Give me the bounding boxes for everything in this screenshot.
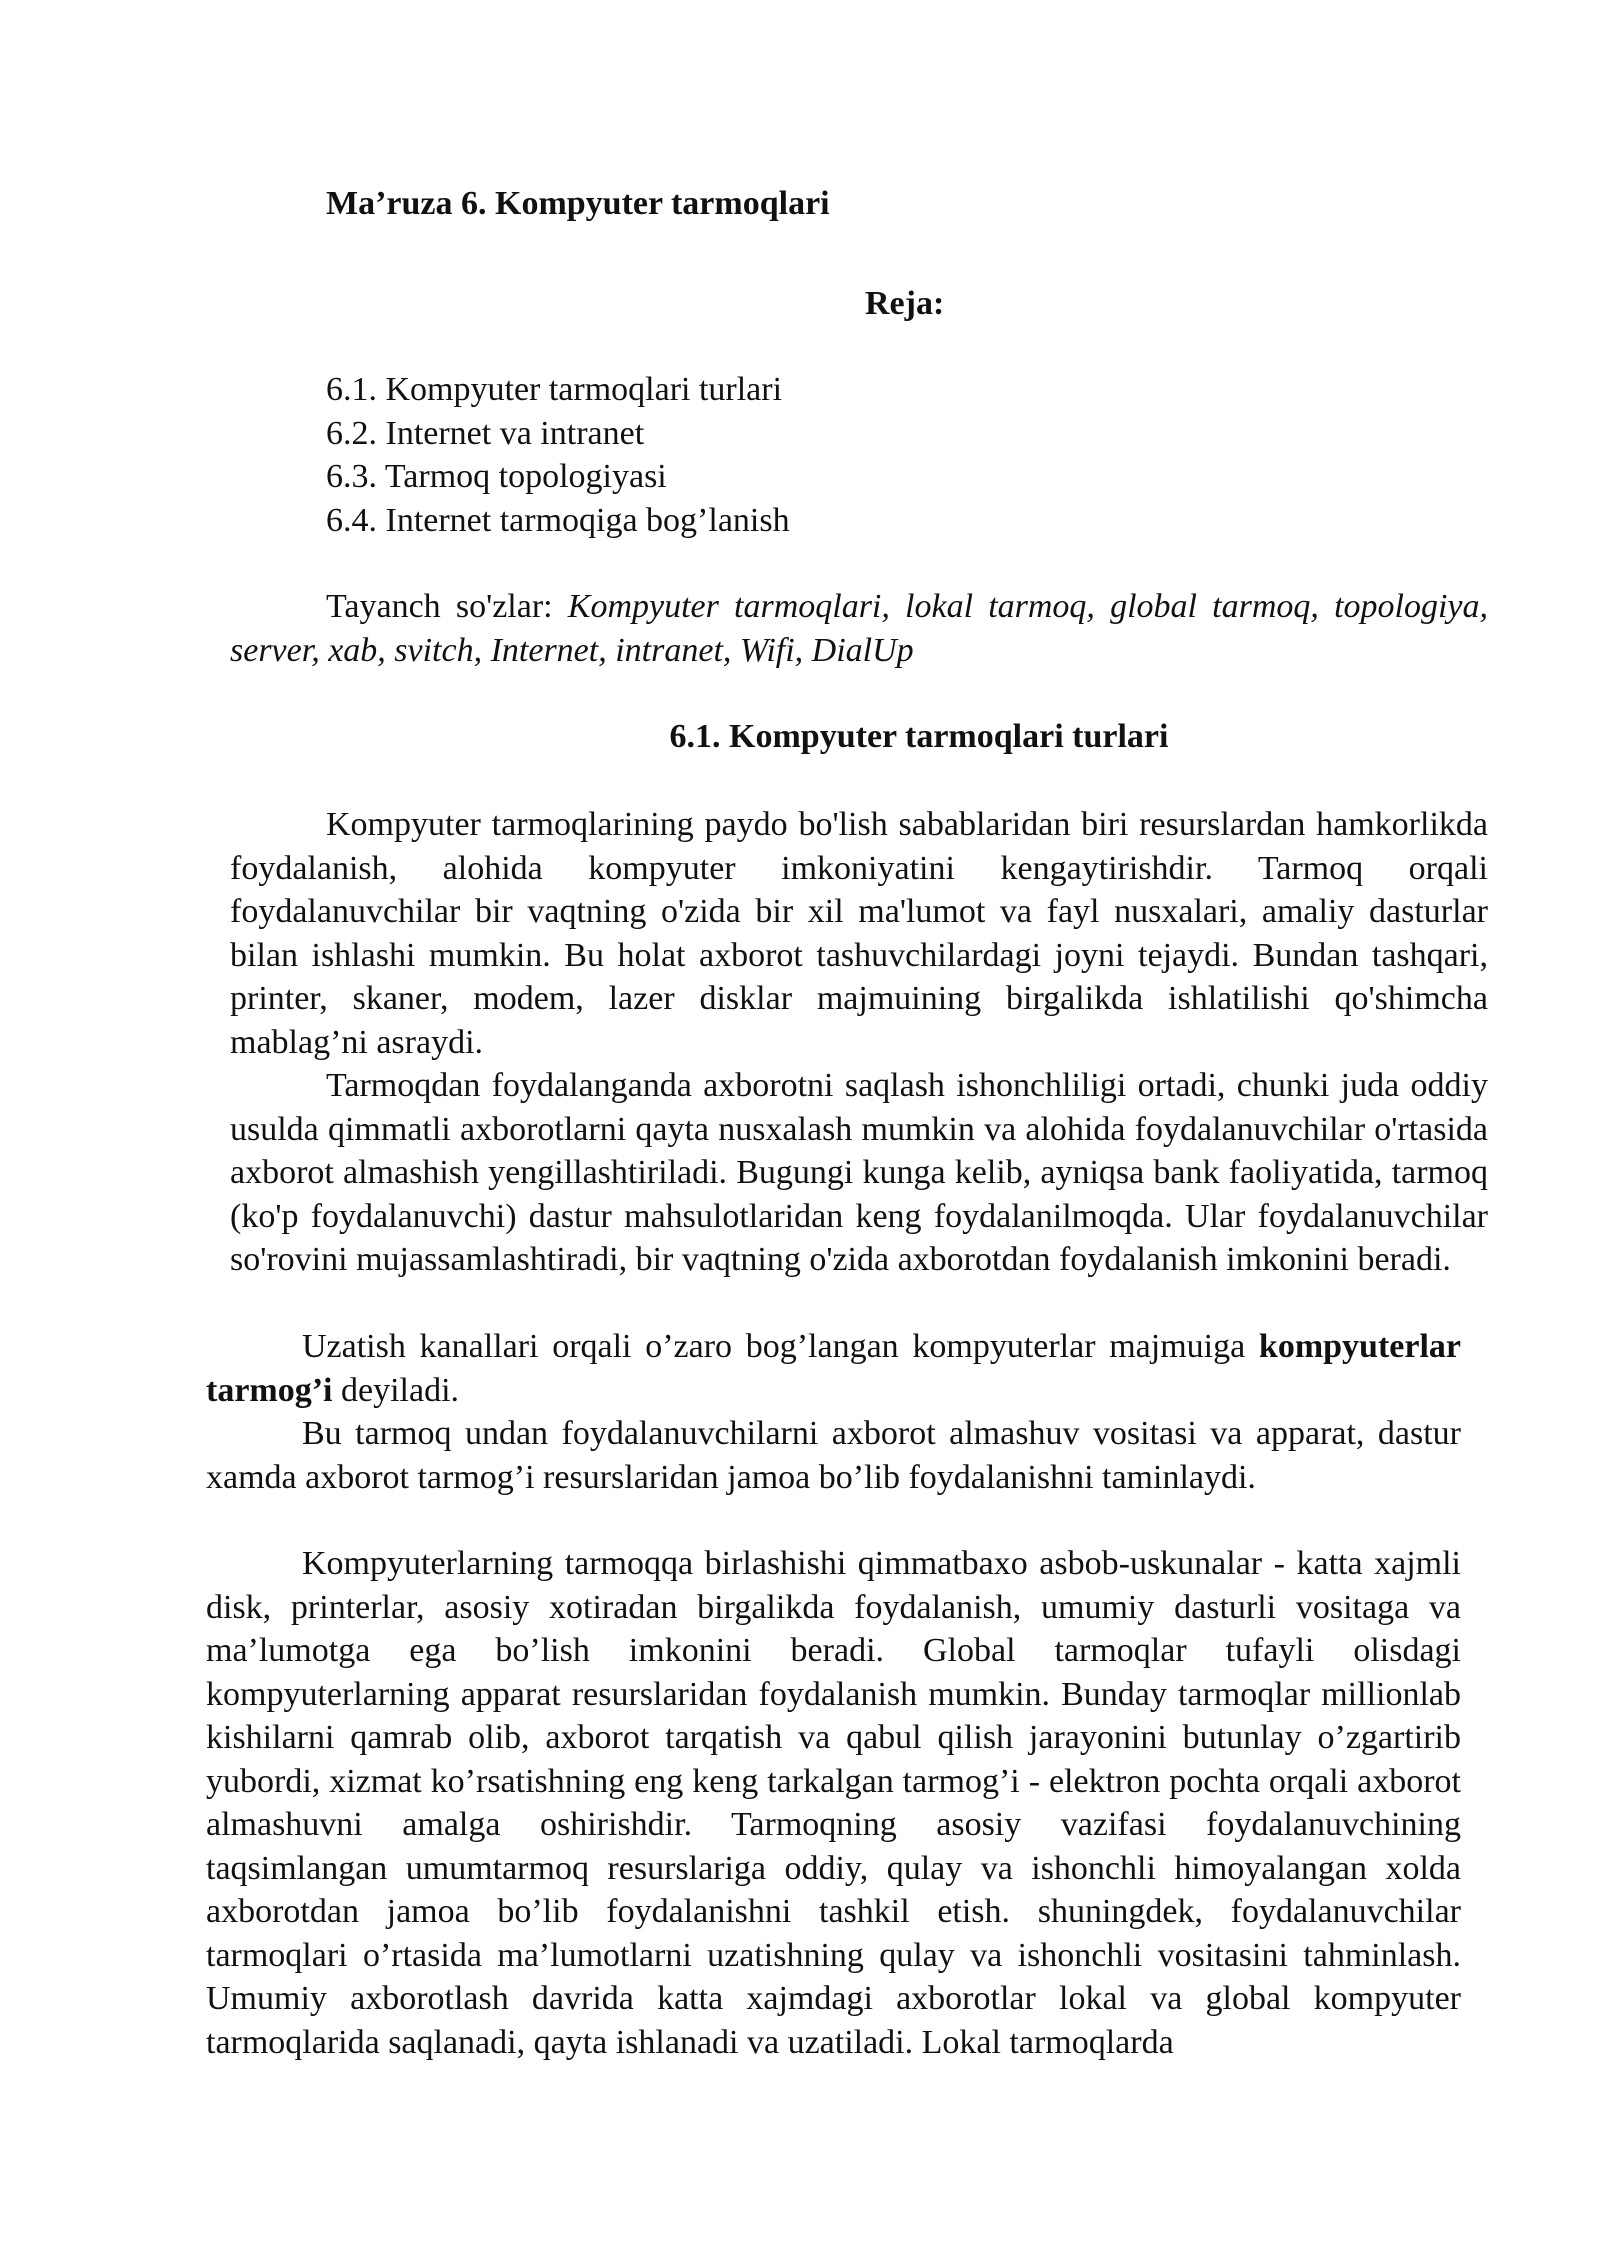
body-paragraph-2: Tarmoqdan foydalanganda axborotni saqlash ishonchliligi ortadi, chunki juda oddiy usulda qimmatli axborotlarni qayta nusxalash mumkin va alohida foydalanuvchilar o'rtasida axborot almashish yengillashtiriladi. Bugungi kunga kelib, ayniqsa bank faoliyatida, tarmoq (ko'p foydalanuvchi) dastur mahsulotlaridan keng foydalanilmoqda. Ular foydalanuvchilar so'rovini mujassamlashtiradi, bir vaqtning o'zida axborotdan foydalanish imkonini beradi. [230,1067,1488,1278]
defined-term: kompyuterlar tarmog’i [206,1328,1461,1409]
keywords-paragraph [230,585,1488,672]
body-paragraph-3 [206,1325,1461,1412]
body-paragraph-5: Kompyuterlarning tarmoqqa birlashishi qimmatbaxo asbob-uskunalar - katta xajmli disk, printerlar, asosiy xotiradan birgalikda foydalanish, umumiy dasturli vositaga va ma’lumotga ega bo’lish imkonini beradi. Global tarmoqlar tufayli olisdagi kompyuterlarning apparat resurslaridan foydalanish mumkin. Bunday tarmoqlar millionlab kishilarni qamrab olib, axborot tarqatish va qabul qilish jarayonini butunlay o’zgartirib yubordi, xizmat ko’rsatishning eng keng tarkalgan tarmog’i - elektron pochta orqali axborot almashuvni amalga oshirishdir. Tarmoqning asosiy vazifasi foydalanuvchining taqsimlangan umumtarmoq resurslariga oddiy, qulay va ishonchli himoyalangan xolda axborotdan jamoa bo’lib foydalanishni tashkil etish. shuningdek, foydalanuvchilar tarmoqlari o’rtasida ma’lumotlarni uzatishning qulay va ishonchli vositasini tahminlash. Umumiy axborotlash davrida katta xajmdagi axborotlar lokal va global kompyuter tarmoqlarida saqlanadi, qayta ishlanadi va uzatiladi. Lokal tarmoqlarda [206,1545,1461,2061]
plan-item: 6.3. Tarmoq topologiyasi [326,458,667,495]
definition-text-end: deyiladi. [332,1371,460,1409]
plan-item: 6.1. Kompyuter tarmoqlari turlari [326,371,783,408]
plan-item: 6.2. Internet va intranet [326,414,645,452]
plan-list [326,368,790,542]
definition-text: Uzatish kanallari orqali o’zaro bog’langan kompyuterlar majmuiga [302,1328,1259,1365]
body-paragraph-4: Bu tarmoq undan foydalanuvchilarni axborot almashuv vositasi va apparat, dastur xamda axborot tarmog’i resurslaridan jamoa bo’lib foydalanishni taminlaydi. [206,1415,1461,1496]
section-heading: 6.1. Kompyuter tarmoqlari turlari [669,718,1169,755]
body-paragraph-1: Kompyuter tarmoqlarining paydo bo'lish sabablaridan biri resurslardan hamkorlikda foydalanish, alohida kompyuter imkoniyatini kengaytirishdir. Tarmoq orqali foydalanuvchilar bir vaqtning o'zida bir xil ma'lumot va fayl nusxalari, amaliy dasturlar bilan ishlashi mumkin. Bu holat axborot tashuvchilardagi joyni tejaydi. Bundan tashqari, printer, skaner, modem, lazer disklar majmuining birgalikda ishlatilishi qo'shimcha mablag’ni asraydi. [230,806,1488,1061]
plan-heading: Reja: [865,285,945,322]
keywords-list: Kompyuter tarmoqlari, lokal tarmoq, global tarmoq, topologiya, server, xab, svitch, Internet, intranet, Wifi, DialUp [230,588,1488,669]
lecture-title: Ma’ruza 6. Kompyuter tarmoqlari [326,185,830,222]
keywords-label: Tayanch so'zlar: [326,588,568,625]
plan-item: 6.4. Internet tarmoqiga bog’lanish [326,501,790,539]
